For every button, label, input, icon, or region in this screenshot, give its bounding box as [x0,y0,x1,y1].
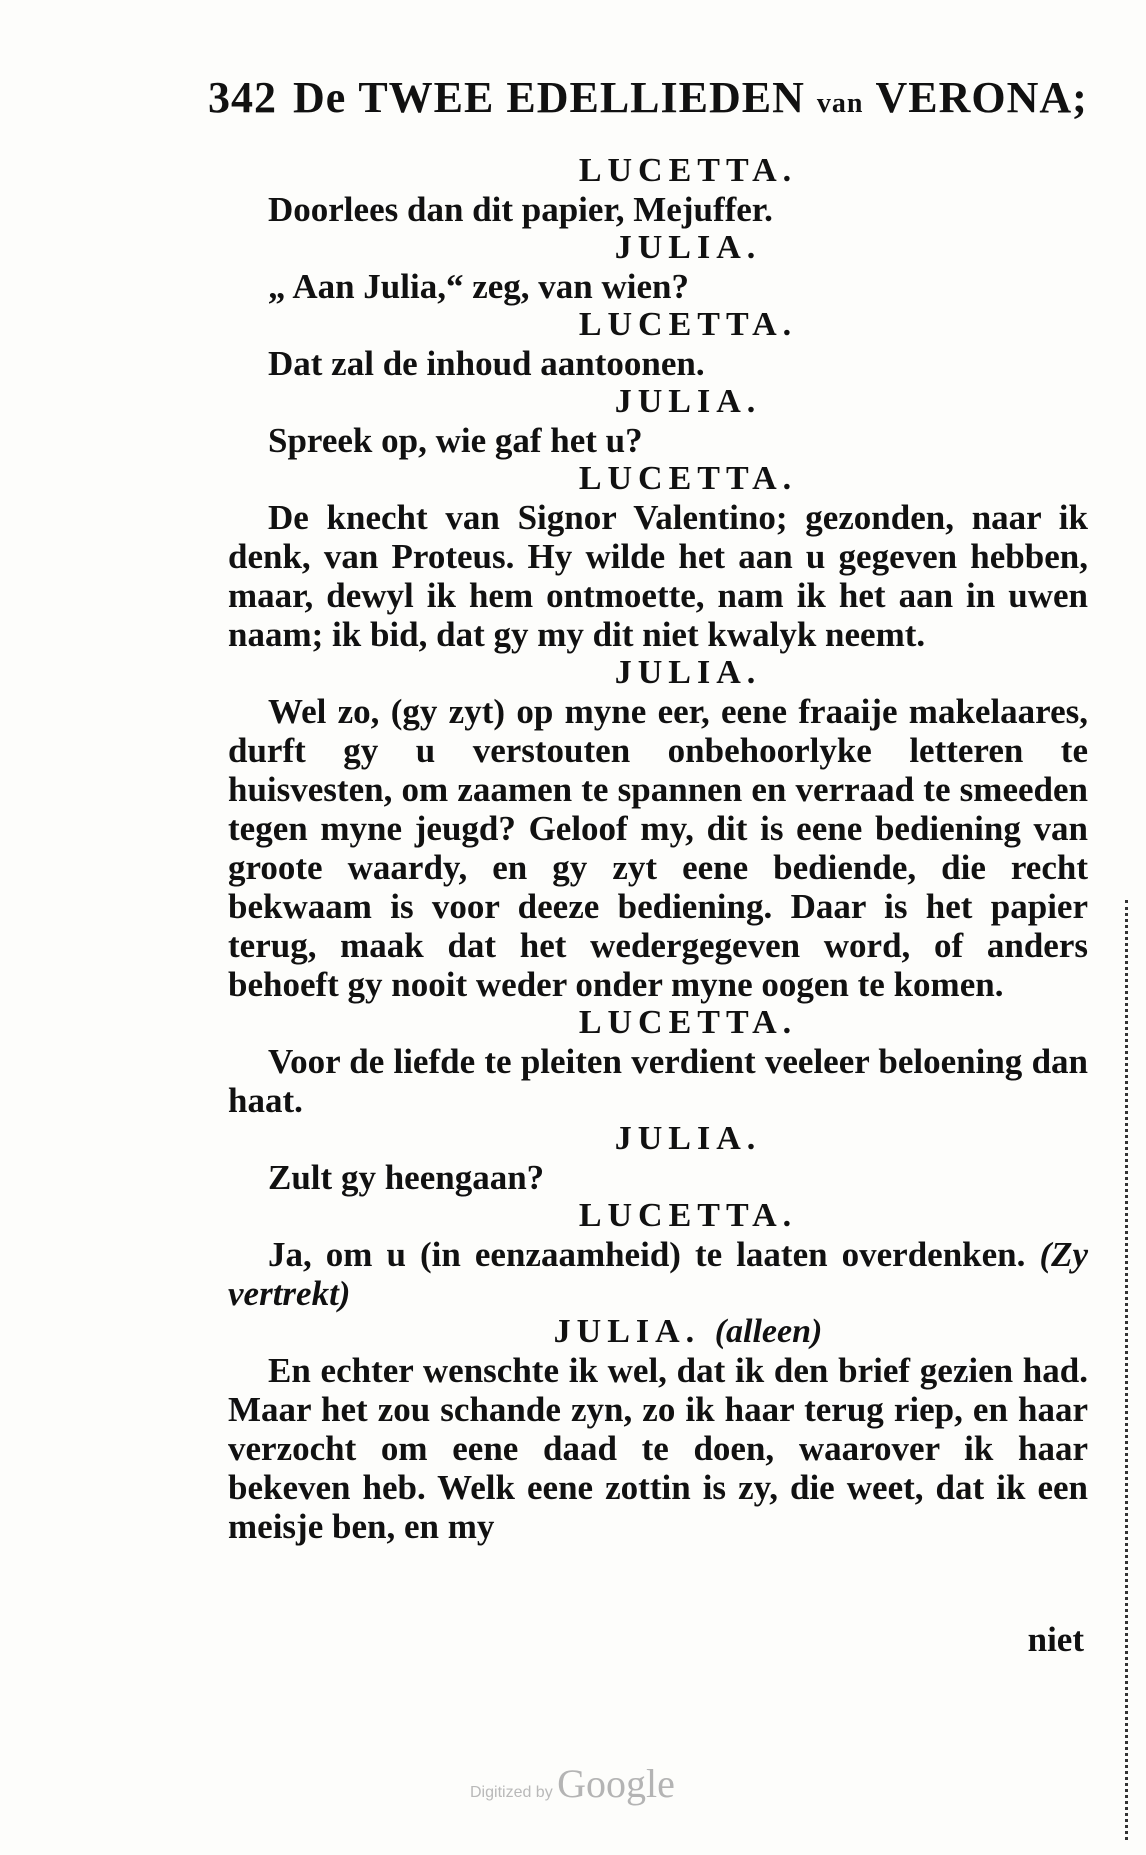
speaker-name: JULIA. [614,654,762,691]
speaker-name: LUCETTA. [578,460,798,497]
speech-text: „ Aan Julia,“ zeg, van wien? [268,267,690,306]
speech-text: Doorlees dan dit papier, Mejuffer. [268,190,773,229]
running-header [208,72,1088,124]
stage-direction: (Zy vertrekt) [228,1235,1089,1313]
google-logo: Google [557,1761,675,1806]
digitized-by-text: Digitized by [470,1784,553,1801]
speaker-name: LUCETTA. [578,152,798,189]
header-title: TWEE EDELLIEDEN [358,73,805,122]
speech-with-stage [228,1235,1088,1313]
page-number: 342 [208,73,277,122]
header-verona: VERONA; [875,73,1088,122]
speaker-name: JULIA. [614,1120,762,1157]
digitized-watermark [470,1760,675,1807]
speech-text: De knecht van Signor Valentino; gezonden, naar ik denk, van Proteus. Hy wilde het aan u gegeven hebben, maar, dewyl ik hem ontmoette, nam ik het aan in uwen naam; ik bid, dat gy my dit niet kwalyk neemt. [228,498,1088,654]
speech-text: Dat zal de inhoud aantoonen. [268,344,705,383]
catchword: niet [1027,1620,1084,1659]
speech-text: Spreek op, wie gaf het u? [268,421,643,460]
page-edge-marks [1119,900,1128,1840]
dialogue-body [228,152,1088,1546]
header-van: van [816,88,864,119]
speaker-name: JULIA. [614,383,762,420]
speech-text: Voor de liefde te pleiten verdient veeleer beloening dan haat. [228,1042,1088,1120]
speaker-name: LUCETTA. [578,1004,798,1041]
speech-text: Zult gy heengaan? [268,1158,545,1197]
speaker-with-stage [228,1313,1088,1351]
speaker-name: LUCETTA. [578,1197,798,1234]
stage-direction: (alleen) [714,1313,823,1350]
speaker-name: LUCETTA. [578,306,798,343]
speaker-name: JULIA. [553,1313,701,1350]
speech-text: Wel zo, (gy zyt) op myne eer, eene fraaije makelaares, durft gy u verstouten onbehoorlyke letteren te huisvesten, om zaamen te spannen en verraad te smeeden tegen myne jeugd? Geloof my, dit is eene bediening van groote waardy, en gy zyt eene bediende, die recht bekwaam is voor deeze bediening. Daar is het papier terug, maak dat het wedergegeven word, of anders behoeft gy nooit weder onder myne oogen te komen. [228,692,1088,1004]
speech-text: En echter wenschte ik wel, dat ik den brief gezien had. Maar het zou schande zyn, zo ik haar terug riep, en haar verzocht om eene daad te doen, waarover ik haar bekeven heb. Welk eene zottin is zy, die weet, dat ik een meisje ben, en my [228,1351,1088,1546]
speech-text: Ja, om u (in eenzaamheid) te laaten overdenken. [268,1235,1026,1274]
header-de: De [293,73,347,122]
speaker-name: JULIA. [614,229,762,266]
